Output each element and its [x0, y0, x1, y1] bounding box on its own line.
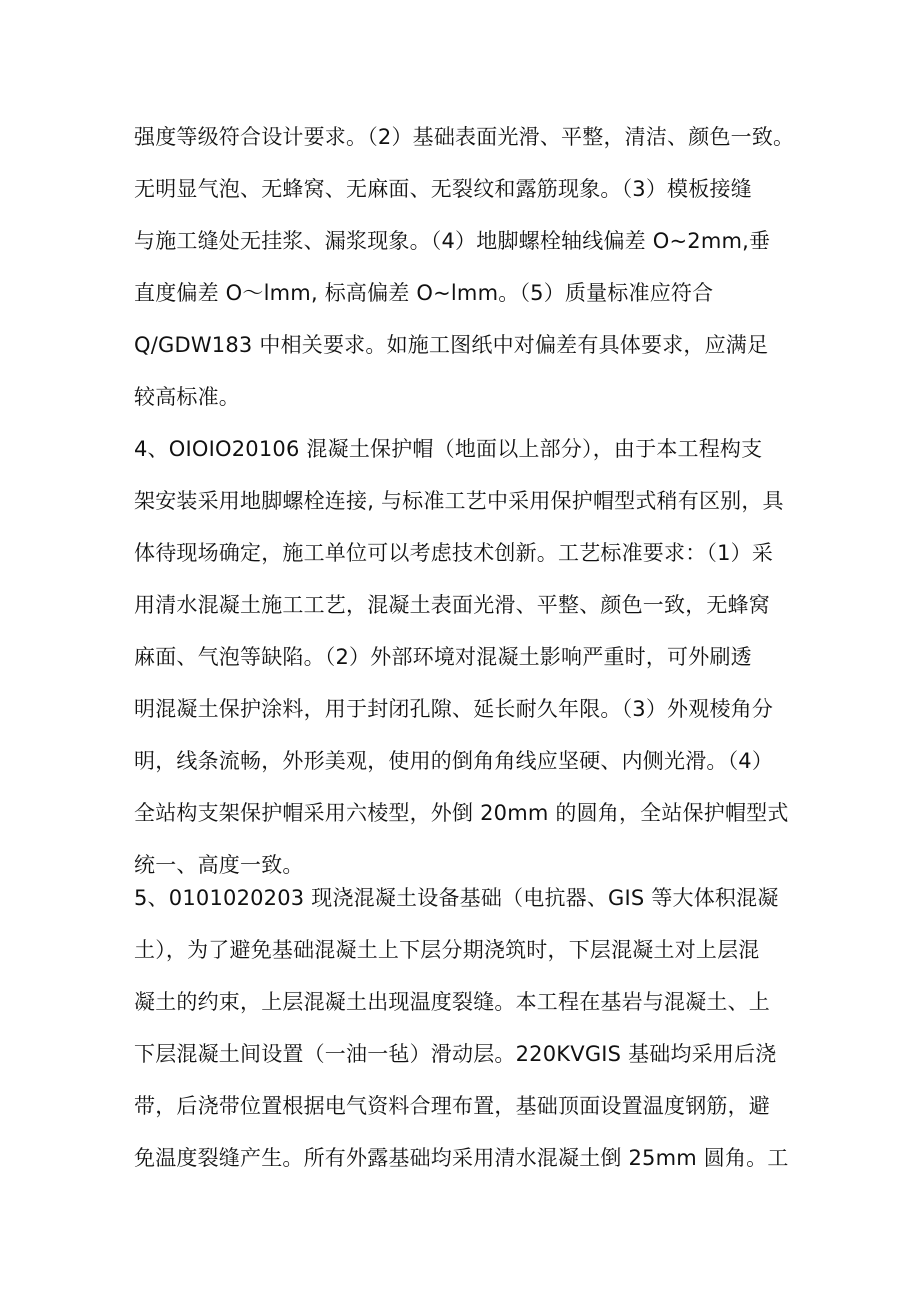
text-line: 凝土的约束，上层混凝土出现温度裂缝。本工程在基岩与混凝土、上 [134, 990, 770, 1014]
text-line: 免温度裂缝产生。所有外露基础均采用清水混凝土倒 25mm 圆角。工 [134, 1146, 789, 1170]
text-line: Q/GDW183 中相关要求。如施工图纸中对偏差有具体要求，应满足 [134, 333, 769, 357]
paragraph-quality-requirements [134, 111, 814, 423]
text-line: 架安装采用地脚螺栓连接, 与标准工艺中采用保护帽型式稍有区别，具 [134, 489, 784, 513]
text-line: 带，后浇带位置根据电气资料合理布置，基础顶面设置温度钢筋，避 [134, 1094, 770, 1118]
text-line: 无明显气泡、无蜂窝、无麻面、无裂纹和露筋现象。（3）模板接缝 [134, 177, 752, 201]
text-line: 较高标准。 [134, 385, 240, 409]
text-line: 5、0101020203 现浇混凝土设备基础（电抗器、GIS 等大体积混凝 [134, 886, 779, 910]
paragraph-protective-cap [134, 423, 814, 891]
text-line: 明，线条流畅，外形美观，使用的倒角角线应坚硬、内侧光滑。（4） [134, 749, 774, 773]
text-line: 体待现场确定，施工单位可以考虑技术创新。工艺标准要求：（1）采 [134, 541, 774, 565]
text-line: 全站构支架保护帽采用六棱型，外倒 20mm 的圆角，全站保护帽型式 [134, 801, 789, 825]
text-line: 统一、高度一致。 [134, 853, 304, 877]
text-line: 直度偏差 O～lmm, 标高偏差 O~lmm。（5）质量标准应符合 [134, 281, 714, 305]
paragraph-equipment-foundation [134, 872, 814, 1184]
text-line: 下层混凝土间设置（一油一毡）滑动层。220KVGIS 基础均采用后浇 [134, 1042, 777, 1066]
text-line: 强度等级符合设计要求。（2）基础表面光滑、平整，清洁、颜色一致。 [134, 125, 795, 149]
text-line: 土），为了避免基础混凝土上下层分期浇筑时，下层混凝土对上层混 [134, 938, 760, 962]
text-line: 麻面、气泡等缺陷。（2）外部环境对混凝土影响严重时，可外刷透 [134, 645, 752, 669]
text-line: 明混凝土保护涂料，用于封闭孔隙、延长耐久年限。（3）外观棱角分 [134, 697, 774, 721]
text-line: 用清水混凝土施工工艺，混凝土表面光滑、平整、颜色一致，无蜂窝 [134, 593, 770, 617]
text-line: 4、OIOIO20106 混凝土保护帽（地面以上部分），由于本工程构支 [134, 437, 763, 461]
text-line: 与施工缝处无挂浆、漏浆现象。（4）地脚螺栓轴线偏差 O~2mm,垂 [134, 229, 771, 253]
